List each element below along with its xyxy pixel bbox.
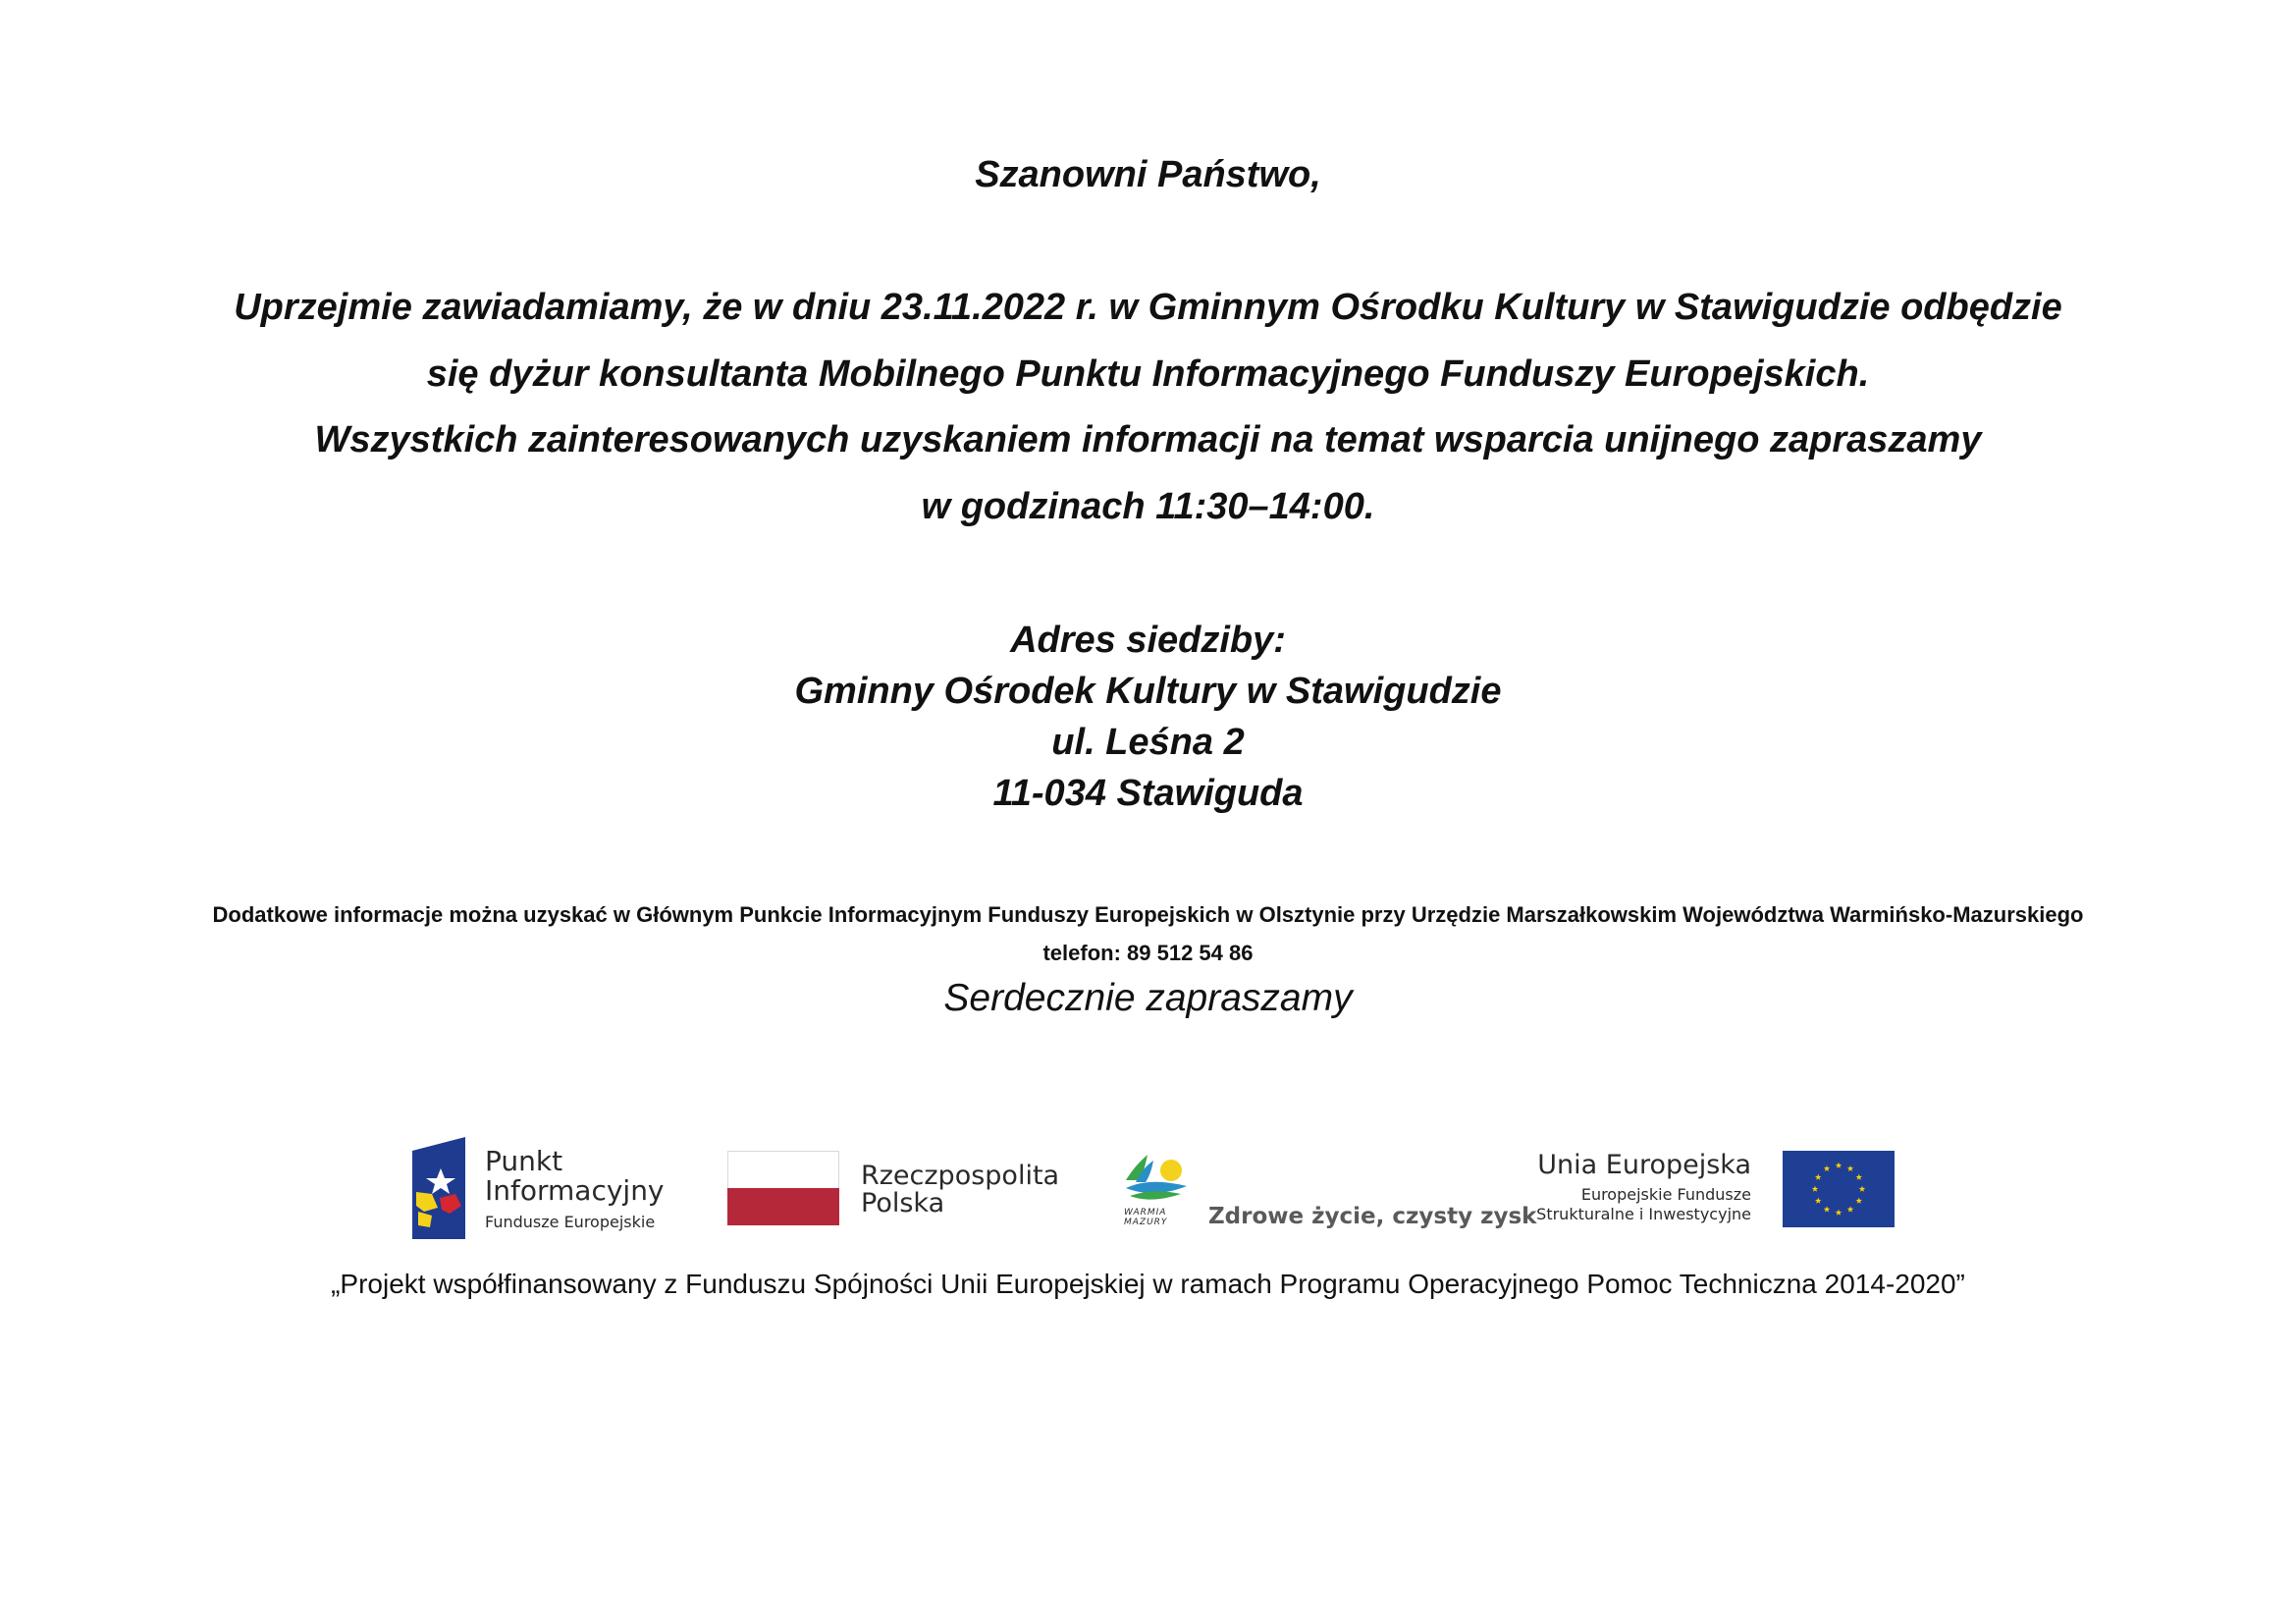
rp-line2: Polska (861, 1188, 945, 1218)
body-line-2: się dyżur konsultanta Mobilnego Punktu Informacyjnego Funduszy Europejskich. (426, 353, 1870, 395)
rp-logo (727, 1151, 1060, 1227)
eu-flag-icon (1783, 1151, 1895, 1227)
pife-logo (412, 1137, 667, 1239)
eu-logo (1536, 1150, 1895, 1229)
warmia-tagline: Zdrowe życie, czysty zysk (1208, 1204, 1537, 1229)
invitation: Serdecznie zapraszamy (943, 977, 1353, 1019)
greeting: Szanowni Państwo, (975, 154, 1321, 195)
address-street: ul. Leśna 2 (1051, 722, 1245, 763)
pife-line1: Punkt (485, 1145, 563, 1177)
additional-info: Dodatkowe informacje można uzyskać w Głównym Punkcie Informacyjnym Funduszy Europejskich w Olsztynie przy Urzędzie Marszałkowskim Województwa Warmińsko-Mazurskiego (212, 902, 2084, 927)
rp-line1: Rzeczpospolita (861, 1161, 1060, 1191)
warmia-mazury-emblem-icon (1122, 1151, 1191, 1206)
address-city: 11-034 Stawiguda (992, 773, 1304, 814)
eu-line1: Unia Europejska (1537, 1150, 1751, 1180)
warmia-mark-text: WARMIA MAZURY (1124, 1208, 1168, 1227)
eu-line2: Europejskie Fundusze (1580, 1185, 1751, 1204)
pife-emblem-icon (412, 1137, 469, 1239)
eu-line3: Strukturalne i Inwestycyjne (1536, 1205, 1751, 1223)
pife-line2: Informacyjny (485, 1174, 665, 1207)
address-name: Gminny Ośrodek Kultury w Stawigudzie (794, 671, 1502, 712)
body-line-3: Wszystkich zainteresowanych uzyskaniem informacji na temat wsparcia unijnego zapraszamy (314, 419, 1982, 460)
polish-flag-icon (727, 1151, 839, 1225)
address-heading: Adres siedziby: (1010, 620, 1286, 661)
funding-footer: „Projekt współfinansowany z Funduszu Spójności Unii Europejskiej w ramach Programu Operacyjnego Pomoc Techniczna 2014-2020” (331, 1269, 1965, 1299)
phone: telefon: 89 512 54 86 (1042, 941, 1254, 965)
warmia-mazury-logo (1122, 1151, 1537, 1233)
body-line-4: w godzinach 11:30–14:00. (921, 486, 1375, 527)
pife-line3: Fundusze Europejskie (485, 1213, 656, 1231)
body-line-1: Uprzejmie zawiadamiamy, że w dniu 23.11.2022 r. w Gminnym Ośrodku Kultury w Stawigudzie odbędzie (234, 287, 2062, 328)
